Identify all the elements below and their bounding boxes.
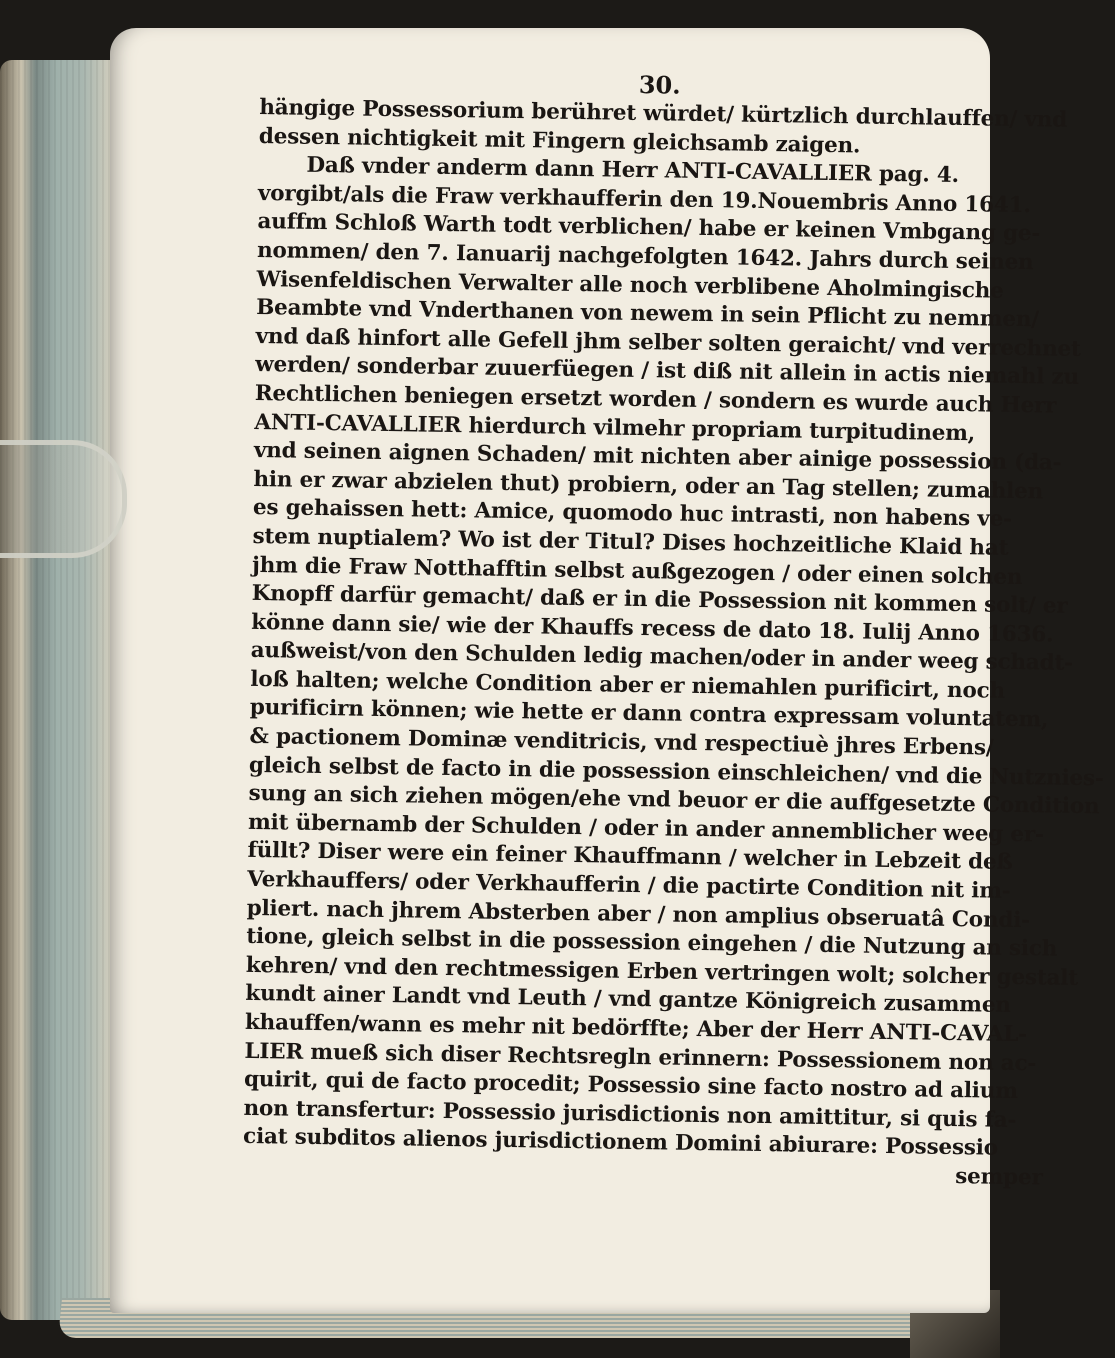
- text-line: könne dann sie/ wie der Khauffs recess de dato 18. Iulij Anno 1636.: [251, 609, 1054, 648]
- text-line: pliert. nach jhrem Absterben aber / non amplius obseruatâ Condi-: [246, 895, 1031, 933]
- text-line: füllt? Diser were ein feiner Khauffmann / welcher in Lebzeit deß: [247, 838, 1013, 876]
- text-line: hängige Possessorium berühret würdet/ kürtzlich durchlauffen/ vnd: [259, 94, 1068, 133]
- text-line: vnd seinen aignen Schaden/ mit nichten aber ainige possession (da-: [253, 438, 1062, 476]
- text-line: dessen nichtigkeit mit Fingern gleichsamb zaigen.: [258, 123, 861, 159]
- text-line: Beambte vnd Vnderthanen von newem in sein Pflicht zu nemmen/: [255, 295, 1040, 333]
- text-line: Knopff darfür gemacht/ daß er in die Possession nit kommen solt/ er: [251, 581, 1068, 619]
- text-line: hin er zwar abzielen thut) probiern, oder an Tag stellen; zumahlen: [253, 466, 1044, 505]
- text-line: auffm Schloß Warth todt verblichen/ habe er keinen Vmbgang ge-: [257, 209, 1041, 247]
- text-line: Wisenfeldischen Verwalter alle noch verblibene Aholmingische: [256, 266, 1004, 304]
- text-line: purificirn können; wie hette er dann contra expressam voluntatem,: [249, 695, 1049, 733]
- text-line: LIER mueß sich diser Rechtsregln erinnern: Possessionem non ac-: [244, 1038, 1037, 1076]
- page-stack-edge: [0, 60, 118, 1320]
- text-line: & pactionem Dominæ venditricis, vnd respectiuè jhres Erbens/: [249, 723, 994, 761]
- text-line: vorgibt/als die Fraw verkhaufferin den 19.Nouembris Anno 1641.: [257, 180, 1031, 218]
- text-lines: [242, 94, 1104, 1165]
- text-line: Verkhauffers/ oder Verkhaufferin / die pactirte Condition nit im-: [246, 866, 1011, 904]
- page-number: 30.: [638, 69, 681, 100]
- text-line: gleich selbst de facto in die possession einschleichen/ vnd die Nutznies-: [248, 752, 1104, 791]
- text-line: ciat subditos alienos jurisdictionem Domini abiurare: Possessio: [242, 1124, 999, 1162]
- text-line: tione, gleich selbst in die possession eingehen / die Nutzung an sich: [246, 924, 1058, 962]
- text-line: stem nuptialem? Wo ist der Titul? Dises hochzeitliche Klaid hat: [252, 523, 1009, 561]
- text-line: kundt ainer Landt vnd Leuth / vnd gantze Königreich zusammen: [245, 981, 1011, 1019]
- text-line: werden/ sonderbar zuuerfüegen / ist diß nit allein in actis niemahl zu: [255, 352, 1080, 391]
- text-line: sung an sich ziehen mögen/ehe vnd beuor er die auffgesetzte Condition: [248, 781, 1100, 820]
- text-line: loß halten; welche Condition aber er niemahlen purificirt, noch: [250, 666, 1006, 704]
- text-line: nommen/ den 7. Ianuarij nachgefolgten 1642. Jahrs durch seinen: [256, 237, 1034, 276]
- text-line: kehren/ vnd den rechtmessigen Erben vertringen wolt; solcher gestalt: [245, 952, 1079, 991]
- text-line: Rechtlichen beniegen ersetzt worden / sondern es wurde auch Herr: [254, 380, 1057, 419]
- text-line: quirit, qui de facto procedit; Possessio sine facto nostro ad alium: [243, 1067, 1018, 1105]
- catchword: semper: [955, 1164, 1043, 1191]
- text-line: khauffen/wann es mehr nit bedörffte; Aber der Herr ANTI-CAVAL-: [244, 1009, 1028, 1048]
- page-text-block: [242, 64, 1104, 1193]
- text-line: es gehaissen hett: Amice, quomodo huc intrasti, non habens ve-: [252, 495, 1013, 533]
- text-line: außweist/von den Schulden ledig machen/oder in ander weeg schadt-: [250, 638, 1074, 677]
- text-line: ANTI-CAVALLIER hierdurch vilmehr propriam turpitudinem,: [254, 409, 976, 446]
- text-line: mit übernamb der Schulden / oder in ander annemblicher weeg er-: [247, 809, 1044, 848]
- text-line: Daß vnder anderm dann Herr ANTI-CAVALLIER pag. 4.: [306, 152, 960, 189]
- book-page: [110, 28, 1104, 1313]
- text-line: non transfertur: Possessio jurisdictionis non amittitur, si quis fa-: [243, 1095, 1017, 1133]
- text-line: jhm die Fraw Notthafftin selbst außgezogen / oder einen solchen: [251, 552, 1023, 590]
- book-clasp: [0, 440, 127, 558]
- text-line: vnd daß hinfort alle Gefell jhm selber solten geraicht/ vnd verrechnet: [255, 323, 1081, 362]
